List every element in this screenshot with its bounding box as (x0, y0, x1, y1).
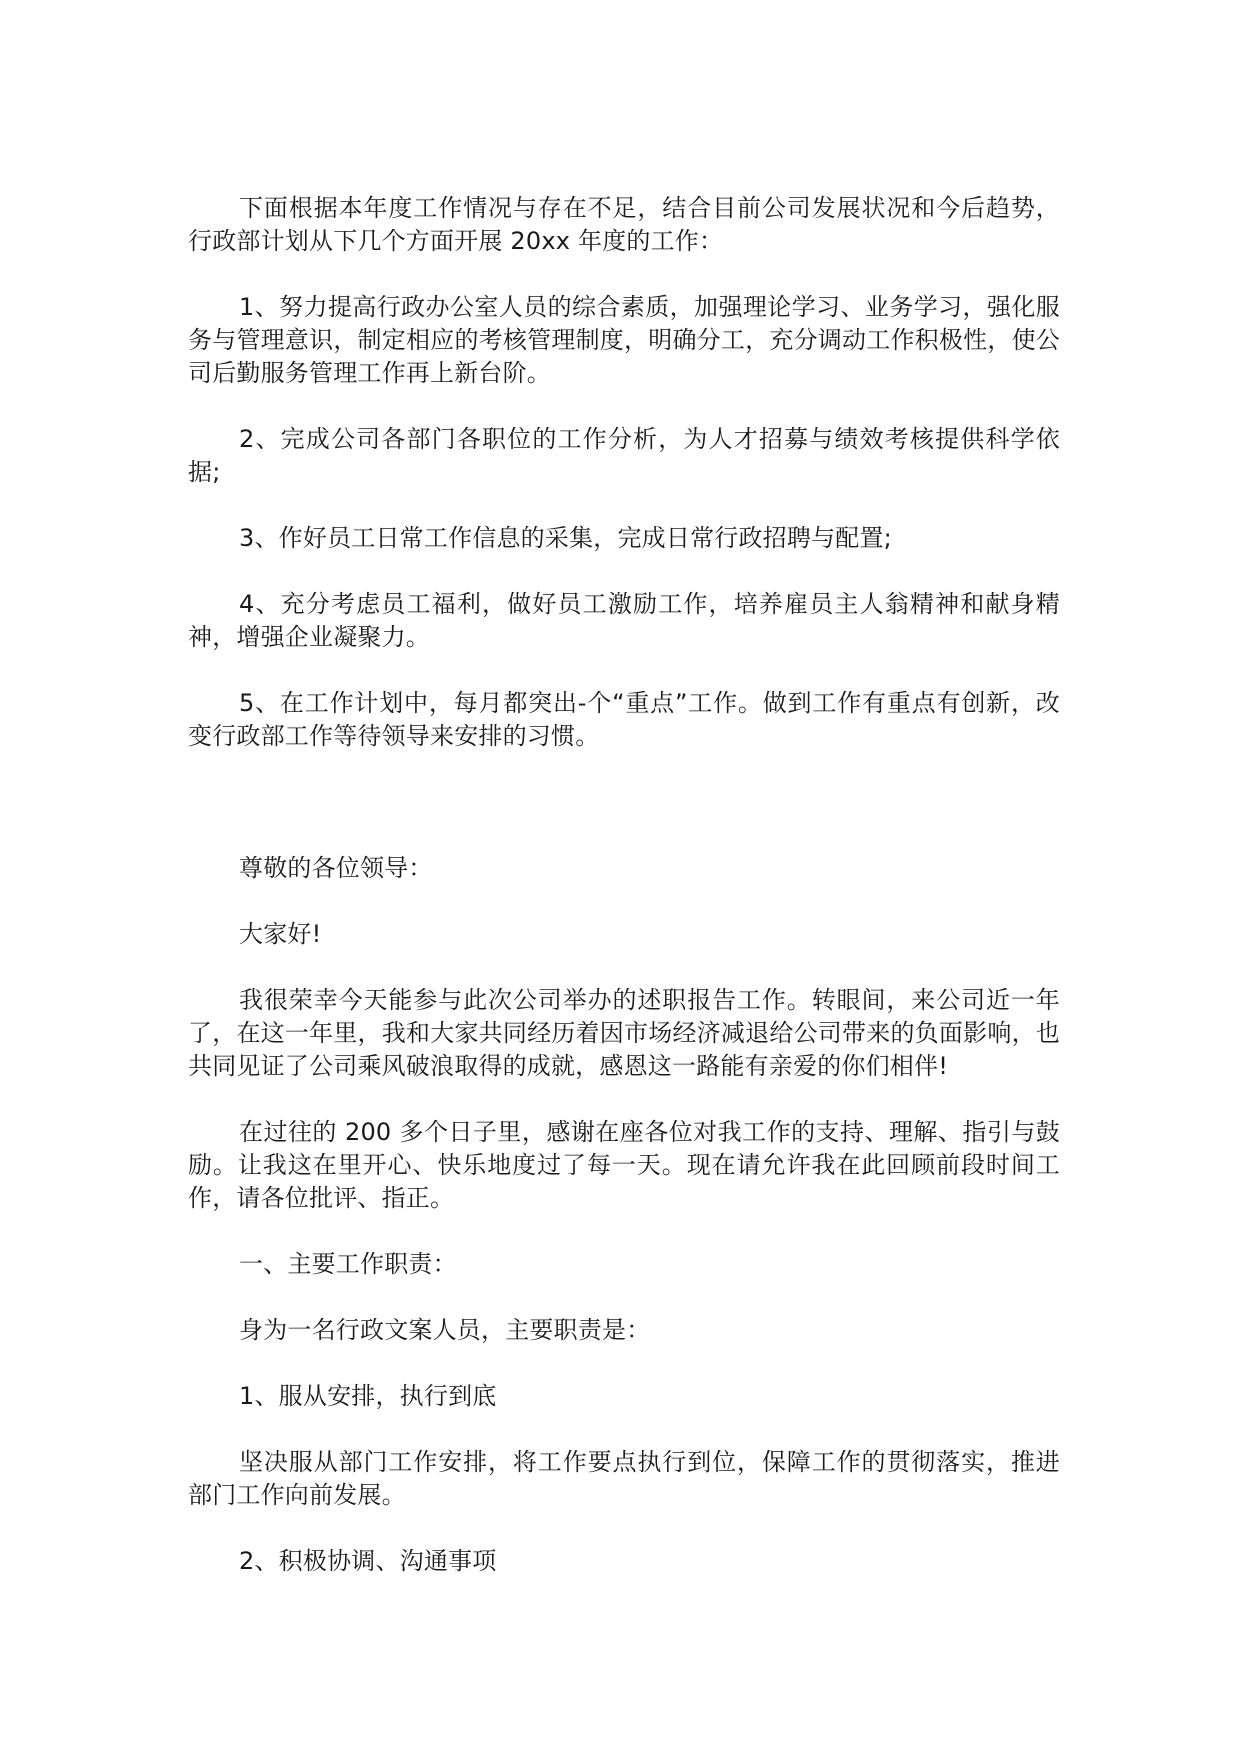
duty-item-2-title: 2、积极协调、沟通事项 (239, 1547, 497, 1575)
paragraph-plan-item-4: 4、充分考虑员工福利，做好员工激励工作，培养雇员主人翁精神和献身精神，增强企业凝聚力。 (188, 590, 1060, 651)
heading-main-duties: 一、主要工作职责： (239, 1250, 457, 1278)
greeting: 大家好! (239, 920, 322, 948)
paragraph-gratitude: 在过往的 200 多个日子里，感谢在座各位对我工作的支持、理解、指引与鼓励。让我这在里开心、快乐地度过了每一天。现在请允许我在此回顾前段时间工作，请各位批评、指正。 (188, 1118, 1060, 1212)
salutation: 尊敬的各位领导： (239, 854, 433, 882)
document-page (188, 192, 1060, 1611)
paragraph-plan-item-3: 3、作好员工日常工作信息的采集，完成日常行政招聘与配置; (239, 524, 892, 552)
duty-item-1-title: 1、服从安排，执行到底 (239, 1382, 497, 1410)
paragraph-plan-item-5: 5、在工作计划中，每月都突出-个“重点”工作。做到工作有重点有创新，改变行政部工作等待领导来安排的习惯。 (188, 689, 1060, 750)
paragraph-plan-item-2: 2、完成公司各部门各职位的工作分析，为人才招募与绩效考核提供科学依据; (188, 425, 1060, 486)
paragraph-report-intro: 我很荣幸今天能参与此次公司举办的述职报告工作。转眼间，来公司近一年了，在这一年里，我和大家共同经历着因市场经济减退给公司带来的负面影响，也共同见证了公司乘风破浪取得的成就，感恩这一路能有亲爱的你们相伴! (188, 986, 1060, 1080)
section-gap (188, 786, 1060, 852)
duty-item-1-detail: 坚决服从部门工作安排，将工作要点执行到位，保障工作的贯彻落实，推进部门工作向前发展。 (188, 1448, 1060, 1509)
paragraph-plan-item-1: 1、努力提高行政办公室人员的综合素质，加强理论学习、业务学习，强化服务与管理意识，制定相应的考核管理制度，明确分工，充分调动工作积极性，使公司后勤服务管理工作再上新台阶。 (188, 293, 1060, 387)
paragraph-duties-intro: 身为一名行政文案人员，主要职责是： (239, 1316, 651, 1344)
paragraph-plan-intro: 下面根据本年度工作情况与存在不足，结合目前公司发展状况和今后趋势，行政部计划从下几个方面开展 20xx 年度的工作： (188, 194, 1060, 255)
